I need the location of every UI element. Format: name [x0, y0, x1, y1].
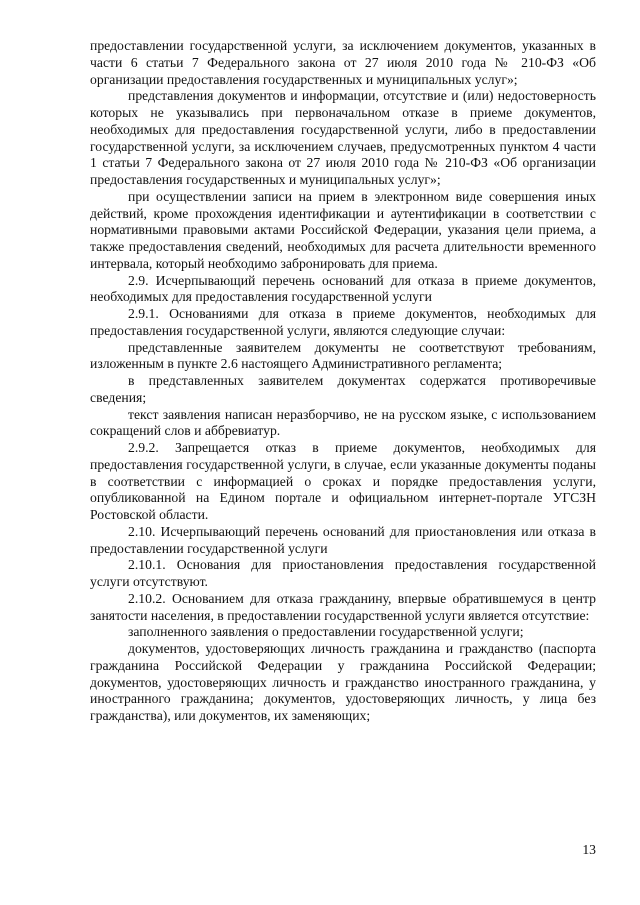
- list-item: текст заявления написан неразборчиво, не на русском языке, с использованием сокращений слов и аббревиатур.: [90, 406, 596, 439]
- paragraph: 2.9.1. Основаниями для отказа в приеме документов, необходимых для предоставления государственной услуги, являются следующие случаи:: [90, 306, 596, 338]
- list-item: в представленных заявителем документах содержатся противоречивые сведения;: [90, 373, 596, 405]
- paragraph: 2.10.1. Основания для приостановления предоставления государственной услуги отсутствуют.: [90, 557, 596, 589]
- paragraph: 2.10.2. Основанием для отказа гражданину, впервые обратившемуся в центр занятости населения, в предоставлении государственной услуги является отсутствие:: [90, 590, 596, 623]
- list-item: представленные заявителем документы не соответствуют требованиям, изложенным в пункте 2.6 настоящего Административного регламента;: [90, 339, 596, 372]
- paragraph: при осуществлении записи на прием в электронном виде совершения иных действий, кроме прохождения идентификации и аутентификации в соответствии с нормативными правовыми актами Российской Федерации, указания цели приема, а также предоставления сведений, необходимых для расчета длительности временного интервала, который необходимо забронировать для приема.: [90, 188, 596, 271]
- page-number: 13: [582, 842, 596, 857]
- paragraph: предоставлении государственной услуги, за исключением документов, указанных в части 6 статьи 7 Федерального закона от 27 июля 2010 года № 210-ФЗ «Об организации предоставления государственных и муниципальных услуг»;: [90, 38, 596, 87]
- list-item: документов, удостоверяющих личность гражданина и гражданство (паспорта гражданина Российской Федерации у гражданина Российской Федерации; документов, удостоверяющих личность и гражданство иностранного гражданина, у иностранного гражданина; документов, удостоверяющих личность, у лица без гражданства), или документов, их заменяющих;: [90, 641, 596, 723]
- section-heading: 2.9. Исчерпывающий перечень оснований для отказа в приеме документов, необходимых для предоставления государственной услуги: [90, 272, 596, 305]
- paragraph: представления документов и информации, отсутствие и (или) недостоверность которых не указывались при первоначальном отказе в приеме документов, необходимых для предоставления государственной услуги, либо в предоставлении государственной услуги, за исключением случаев, предусмотренных пунктом 4 части 1 статьи 7 Федерального закона от 27 июля 2010 года № 210-ФЗ «Об организации предоставления государственных и муниципальных услуг»;: [90, 88, 596, 187]
- document-body: [90, 38, 596, 725]
- list-item: заполненного заявления о предоставлении государственной услуги;: [128, 624, 524, 640]
- paragraph: 2.9.2. Запрещается отказ в приеме документов, необходимых для предоставления государственной услуги, в случае, если указанные документы поданы в соответствии с информацией о сроках и порядке предоставления услуги, опубликованной на Едином портале и официальном интернет-портале УГСЗН Ростовской области.: [90, 440, 596, 522]
- section-heading: 2.10. Исчерпывающий перечень оснований для приостановления или отказа в предоставлении государственной услуги: [90, 523, 596, 556]
